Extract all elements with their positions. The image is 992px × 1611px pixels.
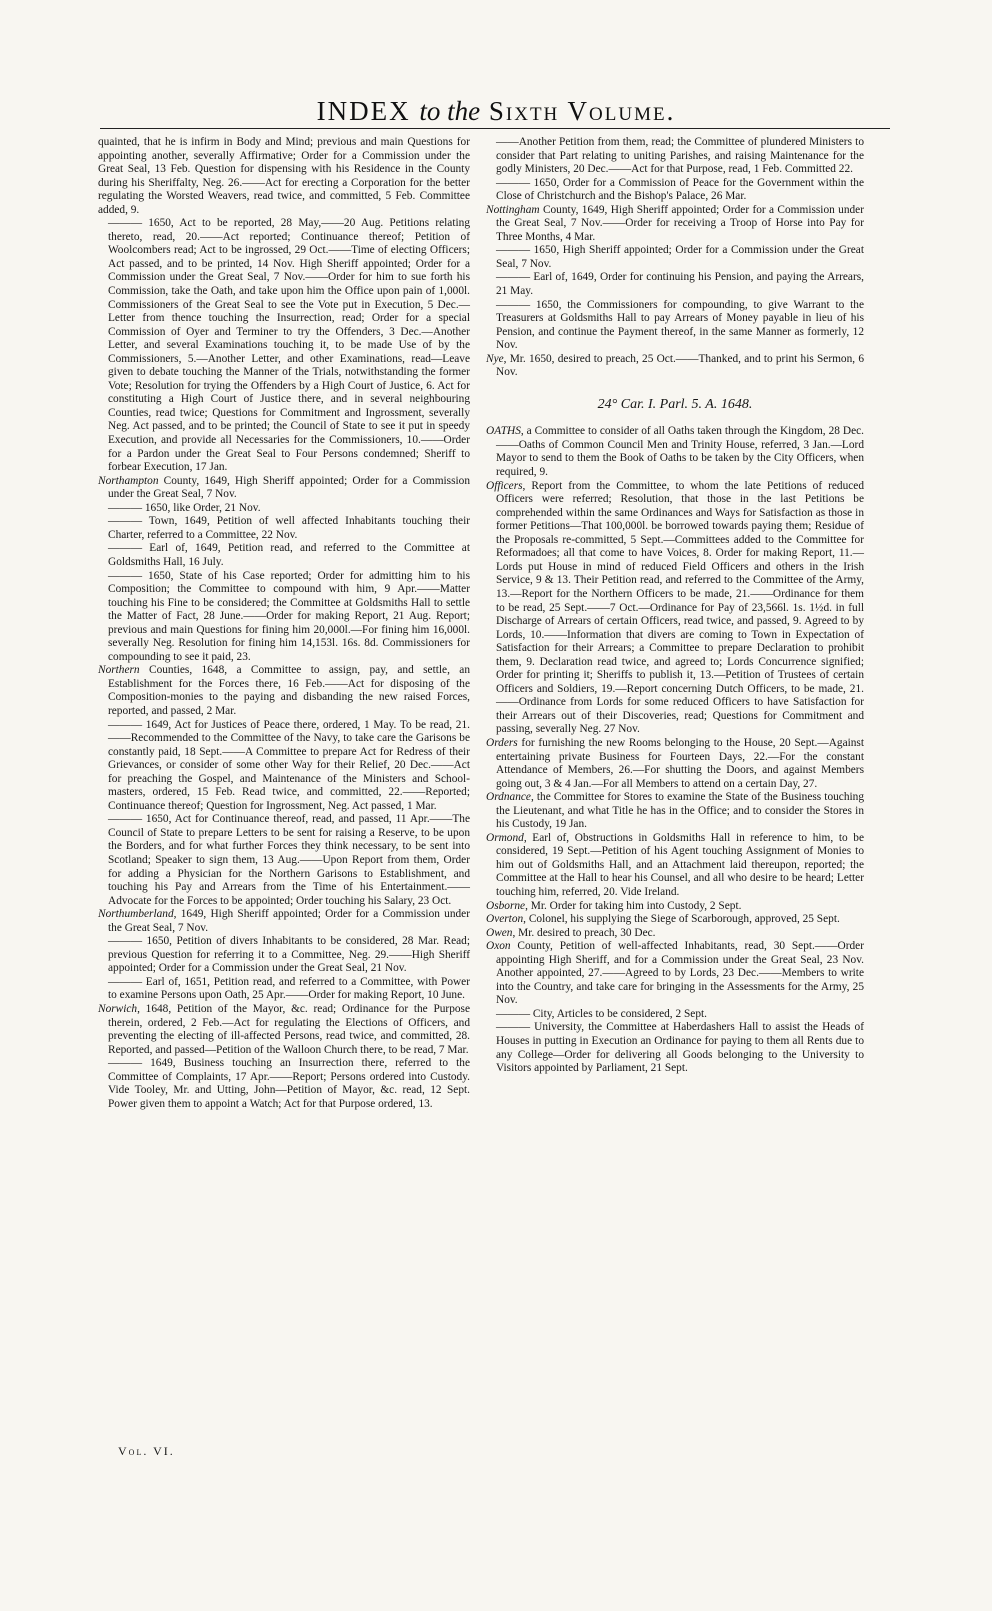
index-entry [98,136,470,217]
index-entry-text: ——— 1650, State of his Case reported; Order for admitting him to his Composition; the Committee to compound with him, 9 Apr.——Matter touching his Fine to be considered; the Committee at Goldsmiths Hall to settle the Matter of Fact, 28 June.——Order for making Report, 21 Aug. Report; previous and main Questions for fining him 20,000l.—For fining him 16,000l. severally Neg. Resolution for fining him 14,153l. 16s. 8d. Commissioners for compounding to see it paid, 23. [108,569,470,663]
index-entry-text: ——— 1650, Act for Continuance thereof, read, and passed, 11 Apr.——The Council of State to prepare Letters to be sent for raising a Reserve, to be upon the Borders, and for what further Forces they think necessary, to be sent into Scotland; Speaker to sign them, 13 Aug.——Upon Report from them, Order for adding a Physician for the Northern Garisons to Establishment, and touching his Pay and Arrears from the Time of his Entertainment.——Advocate for the Forces to be appointed; Order touching his Salary, 23 Oct. [108,813,470,907]
index-entry-heading: Norwich [98,1003,138,1015]
index-entry [486,940,864,1008]
index-entry [98,813,470,908]
index-entry-text: ——Another Petition from them, read; the Committee of plundered Ministers to consider that Part relating to uniting Parishes, and raising Maintenance for the godly Ministers, 20 Dec.——Act for that Purpose, read, 1 Feb. Committed 22. [496,136,864,176]
index-entry-heading: Ordnance [486,791,531,804]
header-title-index: INDEX [316,96,411,126]
index-entry-text: ——— 1650, the Commissioners for compounding, to give Warrant to the Treasurers at Goldsmiths Hall to pay Arrears of Money payable in lieu of his Pension, and continue the Payment thereof, in the same Manner as formerly, 12 Nov. [496,298,864,352]
index-entry-text: quainted, that he is infirm in Body and Mind; previous and main Questions for appointing another, severally Affirmative; Order for a Commission under the Great Seal, 13 Feb. Question for dispensing with his Residence in the County during his Sheriffalty, Neg. 26.——Act for erecting a Corporation for the better regulating the Worsted Weavers, read twice, and committed, 5 Feb. Committee added, 9. [98,136,470,216]
index-entry [98,719,470,814]
index-entry-heading: Orders [486,736,518,749]
index-entry [98,1057,470,1111]
index-entry-heading: Overton [486,913,524,926]
index-entry-text: , 1648, Petition of the Mayor, &c. read; Ordinance for the Purpose therein, ordered, 2 Feb.—Act for regulating the Elections of Officers, and preventing the electing of ill-affected Persons, read twice, and committed, 28. Reported, and passed—Petition of the Walloon Church there, to be read, 7 Mar. [108,1003,470,1056]
right-column-entries-o [486,425,864,1075]
index-entry [98,217,470,474]
index-entry [486,927,864,941]
left-column [98,136,470,1111]
index-entry [486,791,864,832]
index-entry-heading: Owen [486,926,513,939]
index-entry [486,299,864,353]
index-entry [486,204,864,245]
index-entry [486,832,864,900]
index-entry-text: ——— 1649, Business touching an Insurrection there, referred to the Committee of Complaints, 17 Apr.——Report; Persons ordered into Custody. Vide Tooley, Mr. and Utting, John—Petition of Mayor, &c. read, 12 Sept. Power given them to appoint a Watch; Act for that Purpose ordered, 13. [108,1057,470,1110]
index-entry-text: ——— Earl of, 1649, Petition read, and referred to the Committee at Goldsmiths Hall, 16 July. [108,542,470,568]
header-title-volume: Sixth Volume. [488,96,676,126]
index-entry [486,1021,864,1075]
index-entry-text: , Mr. Order for taking him into Custody, 2 Sept. [525,899,742,912]
index-entry [486,271,864,298]
index-entry [98,1003,470,1057]
index-entry [486,353,864,380]
index-entry [98,542,470,569]
index-entry [98,908,470,935]
index-entry-text: ——— 1650, like Order, 21 Nov. [108,501,261,514]
index-entry-text: , the Committee for Stores to examine the State of the Business touching the Lieutenant, and what Title he has in the Office; and to consider the Stores in his Custody, 19 Jan. [496,791,864,831]
index-entry-text: County, 1649, High Sheriff appointed; Order for a Commission under the Great Seal, 7 Nov. [108,474,470,501]
index-entry-text: ——— 1650, Act to be reported, 28 May,——20 Aug. Petitions relating thereto, read, 20.——Act reported; Continuance thereof; Petition of Woolcombers read; Act to be ingrossed, 29 Oct.——Time of electing Officers; Act passed, and to be printed, 14 Nov. High Sheriff appointed; Order for a Commission under the Great Seal, 7 Nov.——Order for him to sue forth his Commission, take the Oath, and take upon him the Office upon pain of 1,000l. Commissioners of the Great Seal to see the Vote put in Execution, 5 Dec.—Letter from thence touching the Insurrection, read; Order for a special Commission of Oyer and Terminer to try the Offenders, 3 Dec.—Another Letter, and several Examinations touching it, to be made Use of by the Commissioners, 5.—Another Letter, and other Examinations, read—Leave given to debate touching the Manner of the Trials, notwithstanding the former Vote; Resolution for trying the Offenders by a High Court of Justice, 6. Act for constituting a High Court of Justice there, and in several neighbouring Counties, read twice; Questions for Commitment and Ingrossment, severally Neg. Act passed, and to be printed; the Council of State to see it put in speedy Execution, and provide all Necessaries for the Commissioners, 10.——Order for a Pardon under the Great Seal to Four Persons condemned; Sheriff to forbear Execution, 17 Jan. [108,217,470,474]
index-entry-text: ——— University, the Committee at Haberdashers Hall to assist the Heads of Houses in putting in Execution an Ordinance for paying to them all Rents due to any College—Order for delivering all Goods belonging to the University to Visitors appointed by Parliament, 21 Sept. [496,1021,864,1075]
index-entry [486,900,864,914]
index-entry-text: , Mr. desired to preach, 30 Dec. [512,926,656,939]
index-entry-text: County, 1649, High Sheriff appointed; Order for a Commission under the Great Seal, 7 Nov.——Order for receiving a Troop of Horse into Pay for Three Months, 4 Mar. [496,203,864,243]
right-column-entries-n [486,136,864,380]
index-entry [98,475,470,502]
index-entry-heading: OATHS [486,425,521,438]
index-entry-text: ——— 1650, Petition of divers Inhabitants to be considered, 28 Mar. Read; previous Question for referring it to a Committee, Neg. 29.——High Sheriff appointed; Order for a Commission under the Great Seal, 21 Nov. [108,935,470,975]
index-entry-text: ——— Town, 1649, Petition of well affected Inhabitants touching their Charter, referred to a Committee, 22 Nov. [108,515,470,541]
index-entry-text: , Colonel, his supplying the Siege of Scarborough, approved, 25 Sept. [523,913,840,926]
index-entry [98,976,470,1003]
index-entry-heading: Oxon [486,940,511,953]
index-entry-text: , Report from the Committee, to whom the late Petitions of reduced Officers were referred; Resolution, that those in the last Petitions be comprehended within the same Ordinances and Ways for Satisfaction as those in former Petitions—That 100,000l. be borrowed towards paying them; Residue of the Proposals re-committed, 5 Sept.—Committees added to the Committee for Reformadoes; all that come to have Voices, 8. Order for making Report, 11.—Lords put House in mind of reduced Field Officers and others in the Irish Service, 9 & 13. Their Petition read, and referred to the Committee of the Army, 13.—Report for the Northern Officers to be made, 21.——Ordinance for them to be read, 25 Sept.——7 Oct.—Ordinance for Pay of 23,566l. 1s. 1½d. in full Discharge of Arrears of certain Officers, read twice, and passed, 9. Agreed to by Lords, 10.——Information that divers are coming to Town in Expectation of Satisfaction for their Arrears; a Committee to prepare Declaration to prohibit them, 9. Declaration read twice, and agreed to; Lords Concurrence signified; Order for printing it; Sheriffs to publish it, 13.—Petition of Trustees of certain Officers and Soldiers, 19.—Report concerning Dutch Officers, to be made, 21.——Ordinance from Lords for some reduced Officers to have Satisfaction for their Arrears out of their Discoveries, read; Questions for Commitment and passing, severally Neg. 27 Nov. [496,479,864,736]
index-entry-heading: Nye [486,352,504,365]
header-title-to-the: to the [419,96,481,126]
index-entry [98,570,470,665]
volume-footer: Vol. VI. [118,1444,175,1458]
index-entry-heading: Ormond [486,831,524,844]
index-entry [486,480,864,737]
index-entry-heading: Nottingham [486,203,540,216]
index-entry-heading: Officers [486,479,523,492]
index-entry-text: ——— 1649, Act for Justices of Peace there, ordered, 1 May. To be read, 21.——Recommended to the Committee of the Navy, to take care the Garisons be constantly paid, 18 Sept.——A Committee to prepare Act for Redress of their Grievances, or consider of some other Way for their Relief, 20 Dec.——Act for preaching the Gospel, and Maintenance of the Ministers and School-masters, ordered, 15 Feb. Read twice, and committed, 22.——Reported; Continuance thereof; Question for Ingrossment, Neg. Act passed, 1 Mar. [108,718,470,812]
index-entry [486,136,864,177]
index-entry [486,425,864,479]
section-heading: 24° Car. I. Parl. 5. A. 1648. [597,396,753,412]
page-header [0,96,992,127]
index-entry [98,515,470,542]
index-entry [486,1008,864,1022]
index-entry-text: Counties, 1648, a Committee to assign, pay, and settle, an Establishment for the Forces there, 16 Feb.——Act for disposing of the Composition-monies to the paying and disbanding the new raised Forces, reported, and passed, 2 Mar. [108,664,470,717]
index-entry-heading: Northern [98,664,140,677]
index-entry [98,664,470,718]
index-entry-heading: Northampton [98,474,159,487]
index-entry-text: County, Petition of well-affected Inhabitants, read, 30 Sept.——Order appointing High Sheriff, and for a Commission under the Great Seal, 23 Nov. Another appointed, 27.——Agreed to by Lords, 23 Dec.——Members to write into the Country, and take care for bringing in the Assessments for the Army, 25 Nov. [496,940,864,1007]
index-entry [486,177,864,204]
index-entry-text: ——— City, Articles to be considered, 2 Sept. [496,1007,707,1020]
index-entry-text: , Mr. 1650, desired to preach, 25 Oct.——Thanked, and to print his Sermon, 6 Nov. [496,352,864,379]
index-entry-heading: Osborne [486,899,526,912]
index-entry [486,913,864,927]
right-column [486,136,864,1076]
index-entry-text: for furnishing the new Rooms belonging to the House, 20 Sept.—Against entertaining private Business for Fourteen Days, 22.—For the constant Attendance of Members, 26.—For shutting the Doors, and against Members going out, 3 & 4 Jan.—For all Members to attend on a certain Day, 27. [496,736,864,790]
index-entry [98,502,470,516]
index-entry [486,737,864,791]
header-rule [100,128,890,129]
index-entry-text: ——— 1650, High Sheriff appointed; Order for a Commission under the Great Seal, 7 Nov. [496,244,864,270]
index-entry-text: , 1649, High Sheriff appointed; Order for a Commission under the Great Seal, 7 Nov. [108,908,470,934]
index-entry-text: ——— Earl of, 1651, Petition read, and referred to a Committee, with Power to examine Persons upon Oath, 25 Apr.——Order for making Report, 10 June. [108,975,470,1002]
index-entry [98,935,470,976]
index-entry-text: ——— 1650, Order for a Commission of Peace for the Government within the Close of Christchurch and the Bishop's Palace, 26 Mar. [496,176,864,203]
index-entry-heading: Northumberland [98,908,174,921]
index-entry [486,244,864,271]
index-entry-text: , a Committee to consider of all Oaths taken through the Kingdom, 28 Dec.——Oaths of Common Council Men and Trinity House, referred, 3 Jan.—Lord Mayor to send to them the Book of Oaths to be taken by the City Officers, when required, 9. [496,425,864,479]
index-entry-text: , Earl of, Obstructions in Goldsmiths Hall in reference to him, to be considered, 19 Sept.—Petition of his Agent touching Assignment of Monies to him out of Goldsmiths Hall, and an Attachment laid thereupon, reported; the Committee at the Hall to hear his Counsel, and all who desire to be heard; Letter touching him, referred, 20. Vide Ireland. [496,831,864,898]
index-entry-text: ——— Earl of, 1649, Order for continuing his Pension, and paying the Arrears, 21 May. [496,271,864,298]
